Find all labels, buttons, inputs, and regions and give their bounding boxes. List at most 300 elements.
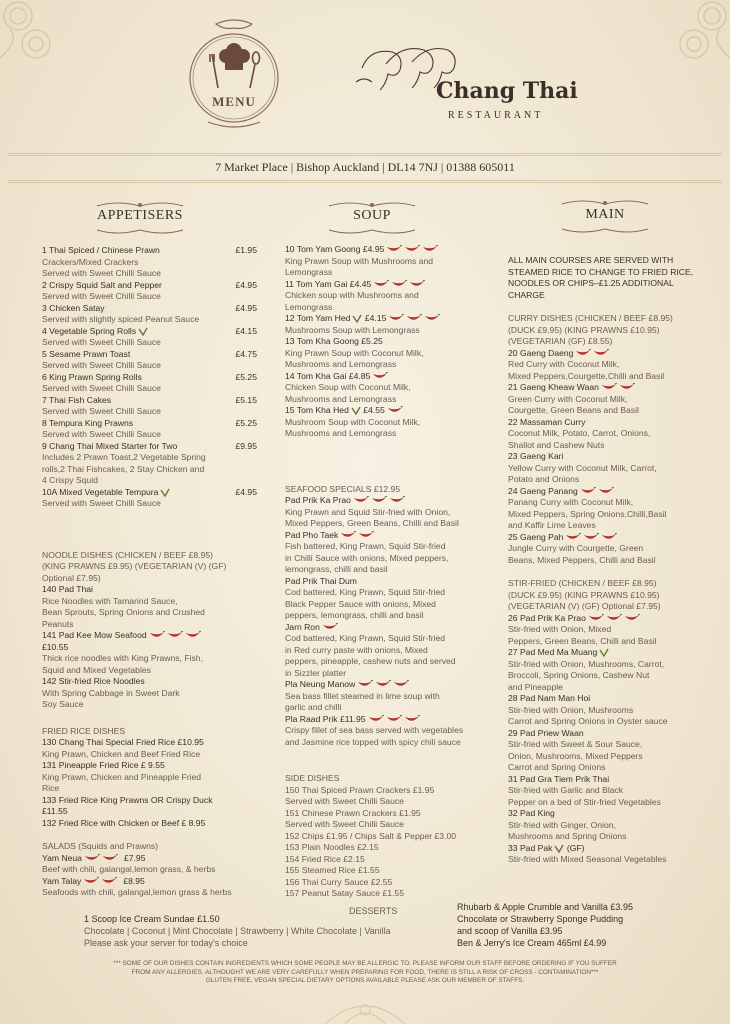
item-description: and Jasmine rice topped with spicy chili sauce [285,736,461,747]
menu-item [508,451,708,486]
item-description: King Prawn, Chicken and Pineapple Fried [42,771,202,782]
chili-icon [580,487,596,496]
item-description: King Prawn Soup with Mushrooms and [285,255,434,266]
item-description: Yellow Curry with Coconut Milk, Carrot, [508,462,657,473]
item-name: 13 Tom Kha Goong £5.25 [285,336,383,346]
item-description: in Red curry paste with onions, Mixed [285,644,428,655]
item-name: Pad Pho Taek [285,529,339,540]
item-description: Lemongrass [285,301,333,312]
section-heading: (KING PRAWNS £9.95) (VEGETARIAN (V) (GF) [42,561,227,571]
item-description: Shallot and Cashew Nuts [508,439,605,450]
menu-item-title [42,818,257,830]
menu-item-title [285,336,480,348]
item-name: 4 Vegetable Spring Rolls [42,325,137,336]
item-name-extra: £4.55 [363,405,385,415]
item-description: Mixed Peppers, Green Beans, Chilli and Basil [285,518,459,528]
dessert-line: Ben & Jerry's Ice Cream 465ml £4.99 [457,938,607,948]
item-price: £4.95 [235,486,257,497]
menu-item [285,336,480,371]
item-name: 6 King Prawn Spring Rolls [42,371,142,382]
menu-item [285,371,480,406]
menu-item-title [42,630,257,642]
chili-icon [565,533,581,542]
item-name: 32 Pad King [508,808,555,818]
item-description: and Pineapple [508,681,563,692]
item-name: 26 Pad Prik Ka Prao [508,612,586,623]
item-name: 31 Pad Gra Tiem Prik Thai [508,773,610,784]
bottom-ornament-icon [315,988,415,1024]
chili-icon [404,245,420,254]
item-name: Pad Prik Thai Dum [285,575,357,586]
item-description: Coconut Milk, Potato, Carrot, Onions, [508,428,651,438]
noodles-block [42,550,257,711]
section-title-appetisers: APPETISERS [97,208,183,223]
menu-item-title [285,405,480,417]
menu-item [285,576,480,622]
item-description: Mushrooms and Spring Onions [508,831,627,841]
menu-item [42,326,257,349]
menu-item-title [285,371,480,383]
menu-item-title [42,280,257,292]
allergy-line: *** SOME OF OUR DISHES CONTAIN INGREDIENTS WHICH SOME PEOPLE MAY BE ALLERGIC TO. PLEASE INFORM OUR STAFF BEFORE ORDERING IF YOU SUFFER [113,960,617,967]
desserts-heading: DESSERTS [349,906,398,916]
chili-icon [593,349,609,358]
chili-icon [373,280,389,289]
menu-item [508,728,708,774]
item-price: £7.95 [123,852,146,863]
menu-item-title [42,418,257,430]
brand-name: Chang Thai [436,78,578,104]
vegetarian-icon [351,406,361,415]
section-heading: NOODLE DISHES (CHICKEN / BEEF £8.95) [42,549,213,560]
item-name-extra: (GF) [566,842,585,853]
menu-item-title [285,576,480,588]
menu-item-title [508,451,708,463]
item-description: Stir-fried with Garlic and Black [508,785,624,795]
main-intro-line: NOODLES OR CHIPS–£1.25 ADDITIONAL CHARGE [508,278,674,300]
item-description: Served with Sweet Chilli Sauce [42,268,161,278]
vegetarian-icon [352,314,362,323]
item-name: 7 Thai Fish Cakes [42,394,112,405]
item-price: £9.95 [235,440,257,451]
menu-item-title [42,395,257,407]
item-description: Served with Sweet Chilli Sauce [42,291,161,301]
dessert-line: 1 Scoop Ice Cream Sundae £1.50 [84,914,220,924]
item-name: 15 Tom Kha Hed [285,405,349,415]
item-name-extra: £11.95 [339,713,366,724]
side-dish-line: Served with Sweet Chilli Sauce [285,819,404,829]
item-description: peppers, lemongrass, chilli and basil [285,610,424,620]
menu-item [42,584,257,630]
chili-icon [619,383,635,392]
chili-icon [84,854,100,863]
menu-item [508,486,708,532]
menu-item [42,818,257,830]
side-dish-line: 154 Fried Rice £2.15 [285,853,365,864]
menu-item [42,795,257,818]
menu-item-title [42,303,257,315]
menu-item [285,405,480,440]
section-heading: SALADS (Squids and Prawns) [42,841,159,851]
column-middle [285,244,480,900]
menu-item [508,613,708,648]
item-name: 141 Pad Kee Mow Seafood [42,630,147,640]
chili-icon [404,715,420,724]
section-heading: CURRY DISHES (CHICKEN / BEEF £8.95) [508,313,673,323]
menu-item-title [285,279,480,291]
chili-icon [101,877,117,886]
desserts-block [84,905,434,949]
vegetarian-icon [138,327,148,336]
menu-item-title [42,853,257,865]
item-description: King Prawn Soup with Coconut Milk, [285,347,424,358]
item-description: Served with Sweet Chilli Sauce [42,337,161,347]
swirl-ornament-icon [327,224,417,238]
menu-item [42,372,257,395]
item-description: 4 Crispy Squid [42,475,98,485]
item-description: Pepper on a bed of Stir-fried Vegetables [508,796,661,807]
item-description: lemongrass, chilli and basil [285,564,388,574]
item-description: Served with Sweet Chilli Sauce [42,406,161,416]
menu-item-title [42,737,257,749]
main-intro-line: ALL MAIN COURSES ARE SERVED WITH [508,255,674,265]
chili-icon [358,531,374,540]
item-description: peppers, pineapple, cashew nuts and served [285,656,456,666]
menu-item [42,676,257,711]
stir-fried-block [508,578,708,866]
item-description: Mushrooms and Lemongrass [285,359,397,369]
item-description: Broccoli, Spring Onions, Cashew Nut [508,670,650,680]
menu-item [42,349,257,372]
item-description: Chicken soup with Mushrooms and [285,290,419,300]
chili-icon [598,487,614,496]
item-description: Bean Sprouts, Spring Onions and Crushed [42,607,205,617]
chili-icon [601,383,617,392]
item-description: Panang Curry with Coconut Milk, [508,497,634,507]
menu-item [42,395,257,418]
item-description: in Sizzler platter [285,667,347,678]
menu-item [42,630,257,676]
menu-item-title [508,808,708,820]
item-name: 8 Tempura King Prawns [42,417,134,428]
item-description: With Spring Cabbage in Sweet Dark [42,687,180,698]
item-name: 28 Pad Nam Man Hoi [508,693,591,703]
chili-icon [185,631,201,640]
side-dish-line: 156 Thai Curry Sauce £2.55 [285,876,393,887]
item-name: 9 Chang Thai Mixed Starter for Two [42,440,178,451]
seafood-specials-block [285,484,480,749]
menu-item-title [42,676,257,688]
item-description: Black Pepper Sauce with onions, Mixed [285,598,436,609]
salads-block [42,841,257,899]
side-dish-line: 157 Peanut Satay Sauce £1.55 [285,888,404,898]
item-name: 22 Massaman Curry [508,416,586,427]
item-description: Soy Sauce [42,699,84,709]
item-description: Mushroom Soup with Coconut Milk, [285,416,421,427]
item-description: Stir-fried with Onion, Mushrooms, Carrot, [508,658,665,669]
menu-item [508,808,708,843]
item-price: £1.95 [235,245,257,255]
swirl-ornament-icon [95,224,185,238]
item-description: Includes 2 Prawn Toast,2 Vegetable Spring [42,452,206,462]
menu-item [508,417,708,452]
item-description: King Prawn and Squid Stir-fried with Onion, [285,506,451,517]
item-name: 33 Pad Pak [508,842,553,853]
menu-item-title [42,584,257,596]
menu-item [285,244,480,279]
menu-item [508,693,708,728]
item-description: Peanuts [42,618,74,629]
section-title-soup: SOUP [353,208,391,223]
menu-item-title [285,244,480,256]
side-dish-line: 153 Plain Noodles £2.15 [285,842,379,852]
chili-icon [375,680,391,689]
menu-badge [188,18,280,136]
item-description: Sea bass fillet steamed in lime soup with [285,690,440,701]
item-description: Served with Sweet Chilli Sauce [42,383,161,393]
menu-item [42,760,257,795]
item-description: Courgette, Green Beans and Basil [508,405,639,415]
menu-item [285,530,480,576]
dessert-line: Rhubarb & Apple Crumble and Vanilla £3.95 [457,902,633,912]
item-name: 23 Gaeng Kari [508,451,564,461]
item-description: Mushrooms and Lemongrass [285,393,397,404]
menu-item [508,774,708,809]
menu-item-title [285,313,480,325]
chili-icon [606,614,622,623]
chili-icon [386,245,402,254]
item-description: King Prawn, Chicken and Beef Fried Rice [42,748,201,759]
item-description: Potato and Onions [508,474,580,484]
column-left [42,245,257,899]
item-description: Mixed Peppers,Courgette,Chilli and Basil [508,370,665,381]
item-name-extra: £11.55 [42,806,68,816]
item-name-extra: £4.15 [364,313,387,323]
chili-icon [388,314,404,323]
dessert-line: and scoop of Vanilla £3.95 [457,926,563,936]
item-description: Stir-fried with Ginger, Onion, [508,819,616,830]
menu-item [508,348,708,383]
menu-item [42,280,257,303]
menu-item [42,418,257,441]
item-description: Carrot and Spring Onions in Oyster sauce [508,716,668,726]
item-price: £4.75 [235,348,257,359]
item-name: 11 Tom Yam Gai £4.45 [285,278,372,289]
item-name: 130 Chang Thai Special Fried Rice £10.95 [42,737,204,747]
item-name-extra: £10.55 [42,641,69,652]
item-description: Stir-fried with Onion, Mushrooms [508,704,634,715]
section-heading: (DUCK £9.95) (KING PRAWNS £10.95) [508,589,660,600]
item-description: Peppers, Green Beans, Chilli and Basil [508,635,657,646]
chili-icon [387,406,403,415]
item-name: Pla Neung Manow [285,679,356,689]
menu-item [42,245,257,280]
section-heading: SEAFOOD SPECIALS £12.95 [285,483,401,494]
item-description: Carrot and Spring Onions [508,762,606,772]
item-price: £4.95 [235,279,257,290]
menu-item-title [508,417,708,429]
item-price: £5.15 [235,394,257,405]
main-intro-line: STEAMED RICE TO CHANGE TO FRIED RICE, [508,266,694,277]
menu-item-title [42,441,257,453]
item-description: Stir-fried with Sweet & Sour Sauce, [508,739,643,749]
item-name: 25 Gaeng Pah [508,531,564,542]
item-name: 1 Thai Spiced / Chinese Prawn [42,245,160,255]
chili-icon [424,314,440,323]
item-description: Served with Sweet Chilli Sauce [42,360,161,370]
chef-hat-icon [219,43,250,70]
chili-icon [322,623,338,632]
menu-item [42,737,257,760]
item-price: £4.95 [235,302,257,313]
item-description: Served with Sweet Chilli Sauce [42,498,161,508]
side-dishes-block [285,773,480,900]
chili-icon [368,715,384,724]
menu-item-title [42,795,257,807]
chili-icon [409,280,425,289]
chili-icon [149,631,165,640]
chili-icon [393,680,409,689]
chili-icon [583,533,599,542]
menu-item [42,876,257,899]
item-description: Red Curry with Coconut Milk, [508,359,620,369]
item-description: Thick rice noodles with King Prawns, Fish, [42,653,203,663]
item-description: Chicken Soup with Coconut Milk, [285,382,411,392]
item-description: Stir-fried with Mixed Seasonal Vegetables [508,854,667,864]
menu-item [285,679,480,714]
item-description: in Chilli Sauce with onions, Mixed peppers, [285,552,449,563]
vegetarian-icon [554,844,564,853]
menu-item-title [42,760,257,772]
chili-icon [391,280,407,289]
menu-item [42,441,257,487]
chili-icon [372,372,388,381]
item-description: Green Curry with Coconut Milk, [508,393,628,404]
menu-item-title [508,382,708,394]
chili-icon [422,245,438,254]
menu-item-title [508,647,708,659]
desserts-right [457,901,717,949]
item-price: £4.15 [235,325,257,336]
item-description: Beef with chili, galangal,lemon grass, & herbs [42,864,216,874]
menu-item-title [285,714,480,726]
item-description: Mushrooms and Lemongrass [285,428,397,438]
item-description: Crispy fillet of sea bass served with vegetables [285,725,464,735]
menu-item-title [508,774,708,786]
section-heading: FRIED RICE DISHES [42,725,126,736]
item-name: 3 Chicken Satay [42,302,105,313]
item-price: £8.95 [123,875,145,886]
vegetarian-icon [599,648,609,657]
menu-item [285,622,480,680]
item-name: Yam Talay [42,875,82,886]
item-description: Rice Noodles with Tamarind Sauce, [42,595,178,606]
item-price: £5.25 [235,371,257,382]
menu-item-title [42,245,257,257]
menu-item-title [508,348,708,360]
chili-icon [575,349,591,358]
item-name: 132 Fried Rice with Chicken or Beef £ 8.95 [42,817,206,828]
chili-icon [102,854,118,863]
item-name: 27 Pad Med Ma Muang [508,647,598,657]
item-price: £5.25 [235,417,257,428]
item-name: 24 Gaeng Panang [508,485,578,496]
section-heading: (VEGETARIAN (V) (GF) Optional £7.95) [508,601,661,611]
menu-item [285,313,480,336]
allergy-line: FROM ANY ALLERGIES. ALTHOUGHT WE ARE VERY CAREFULLY WHEN PREPARING FOR FOOD, THERE IS STILL A RISK OF CROSS - CONTAMINATION*** [131,968,599,976]
menu-item [285,714,480,749]
vegetarian-icon [160,488,170,497]
appetisers-list [42,245,257,510]
chili-icon [340,531,356,540]
item-name: 142 Stir-fried Rice Noodles [42,676,145,686]
item-description: Rice [42,783,60,793]
side-dish-line: 150 Thai Spiced Prawn Crackers £1.95 [285,784,435,795]
main-intro [508,255,708,301]
menu-item [42,303,257,326]
item-description: Lemongrass [285,267,333,277]
curry-block [508,313,708,566]
item-name: 10A Mixed Vegetable Tempura [42,486,159,497]
dessert-line: Chocolate | Coconut | Mint Chocolate | Strawberry | White Chocolate | Vanilla [84,926,391,936]
item-description: Beans, Mixed Peppers, Chilli and Basil [508,554,656,565]
menu-item-title [42,876,257,888]
menu-badge-label: MENU [212,94,256,109]
section-heading: SIDE DISHES [285,773,340,783]
item-description: Squid and Mixed Vegetables [42,664,151,675]
item-description: Mixed Peppers, Spring Onions,Chilli,Basil [508,508,667,519]
item-name: 131 Pineapple Fried Rice £ 9.55 [42,760,165,770]
item-name: 140 Pad Thai [42,584,93,594]
item-name: 2 Crispy Squid Salt and Pepper [42,279,162,290]
side-dish-line: 155 Steamed Rice £1.55 [285,865,380,875]
item-description: Stir-fried with Onion, Mixed [508,624,612,634]
column-right [508,255,708,866]
menu-item [285,495,480,530]
section-title-main: MAIN [585,207,625,222]
menu-item-title [508,532,708,544]
item-description: Cod battered, King Prawn, Squid Stir-fried [285,587,446,597]
item-name: 5 Sesame Prawn Toast [42,348,131,359]
menu-item [42,487,257,510]
item-name: 20 Gaeng Daeng [508,347,574,358]
item-description: Seafoods with chili, galangal,lemon grass & herbs [42,887,232,897]
dessert-line: Chocolate or Strawberry Sponge Pudding [457,914,624,924]
fried-rice-block [42,726,257,830]
menu-item [508,532,708,567]
item-description: Served with Sweet Chilli Sauce [42,429,161,439]
dessert-line: Please ask your server for today's choice [84,938,248,948]
allergy-line: GLUTEN FREE, VEGAN SPECIAL DIETARY OPTIONS AVAILABLE PLEASE ASK OUR MEMBER OF STAFFS. [205,977,525,984]
allergy-notice [20,960,710,986]
chili-icon [389,496,405,505]
section-heading: (VEGETARIAN (GF) £8.55) [508,336,613,346]
chili-icon [357,680,373,689]
item-name: Yam Neua [42,852,82,863]
chili-icon [353,496,369,505]
menu-item-title [42,487,257,499]
menu-item [508,382,708,417]
chili-icon [406,314,422,323]
menu-item-title [508,843,708,855]
chili-icon [371,496,387,505]
brand-subtitle: RESTAURANT [448,110,544,121]
menu-item [508,843,708,866]
chili-icon [588,614,604,623]
item-description: Crackers/Mixed Crackers [42,256,139,267]
menu-item [285,279,480,314]
item-name: 29 Pad Priew Waan [508,727,584,738]
